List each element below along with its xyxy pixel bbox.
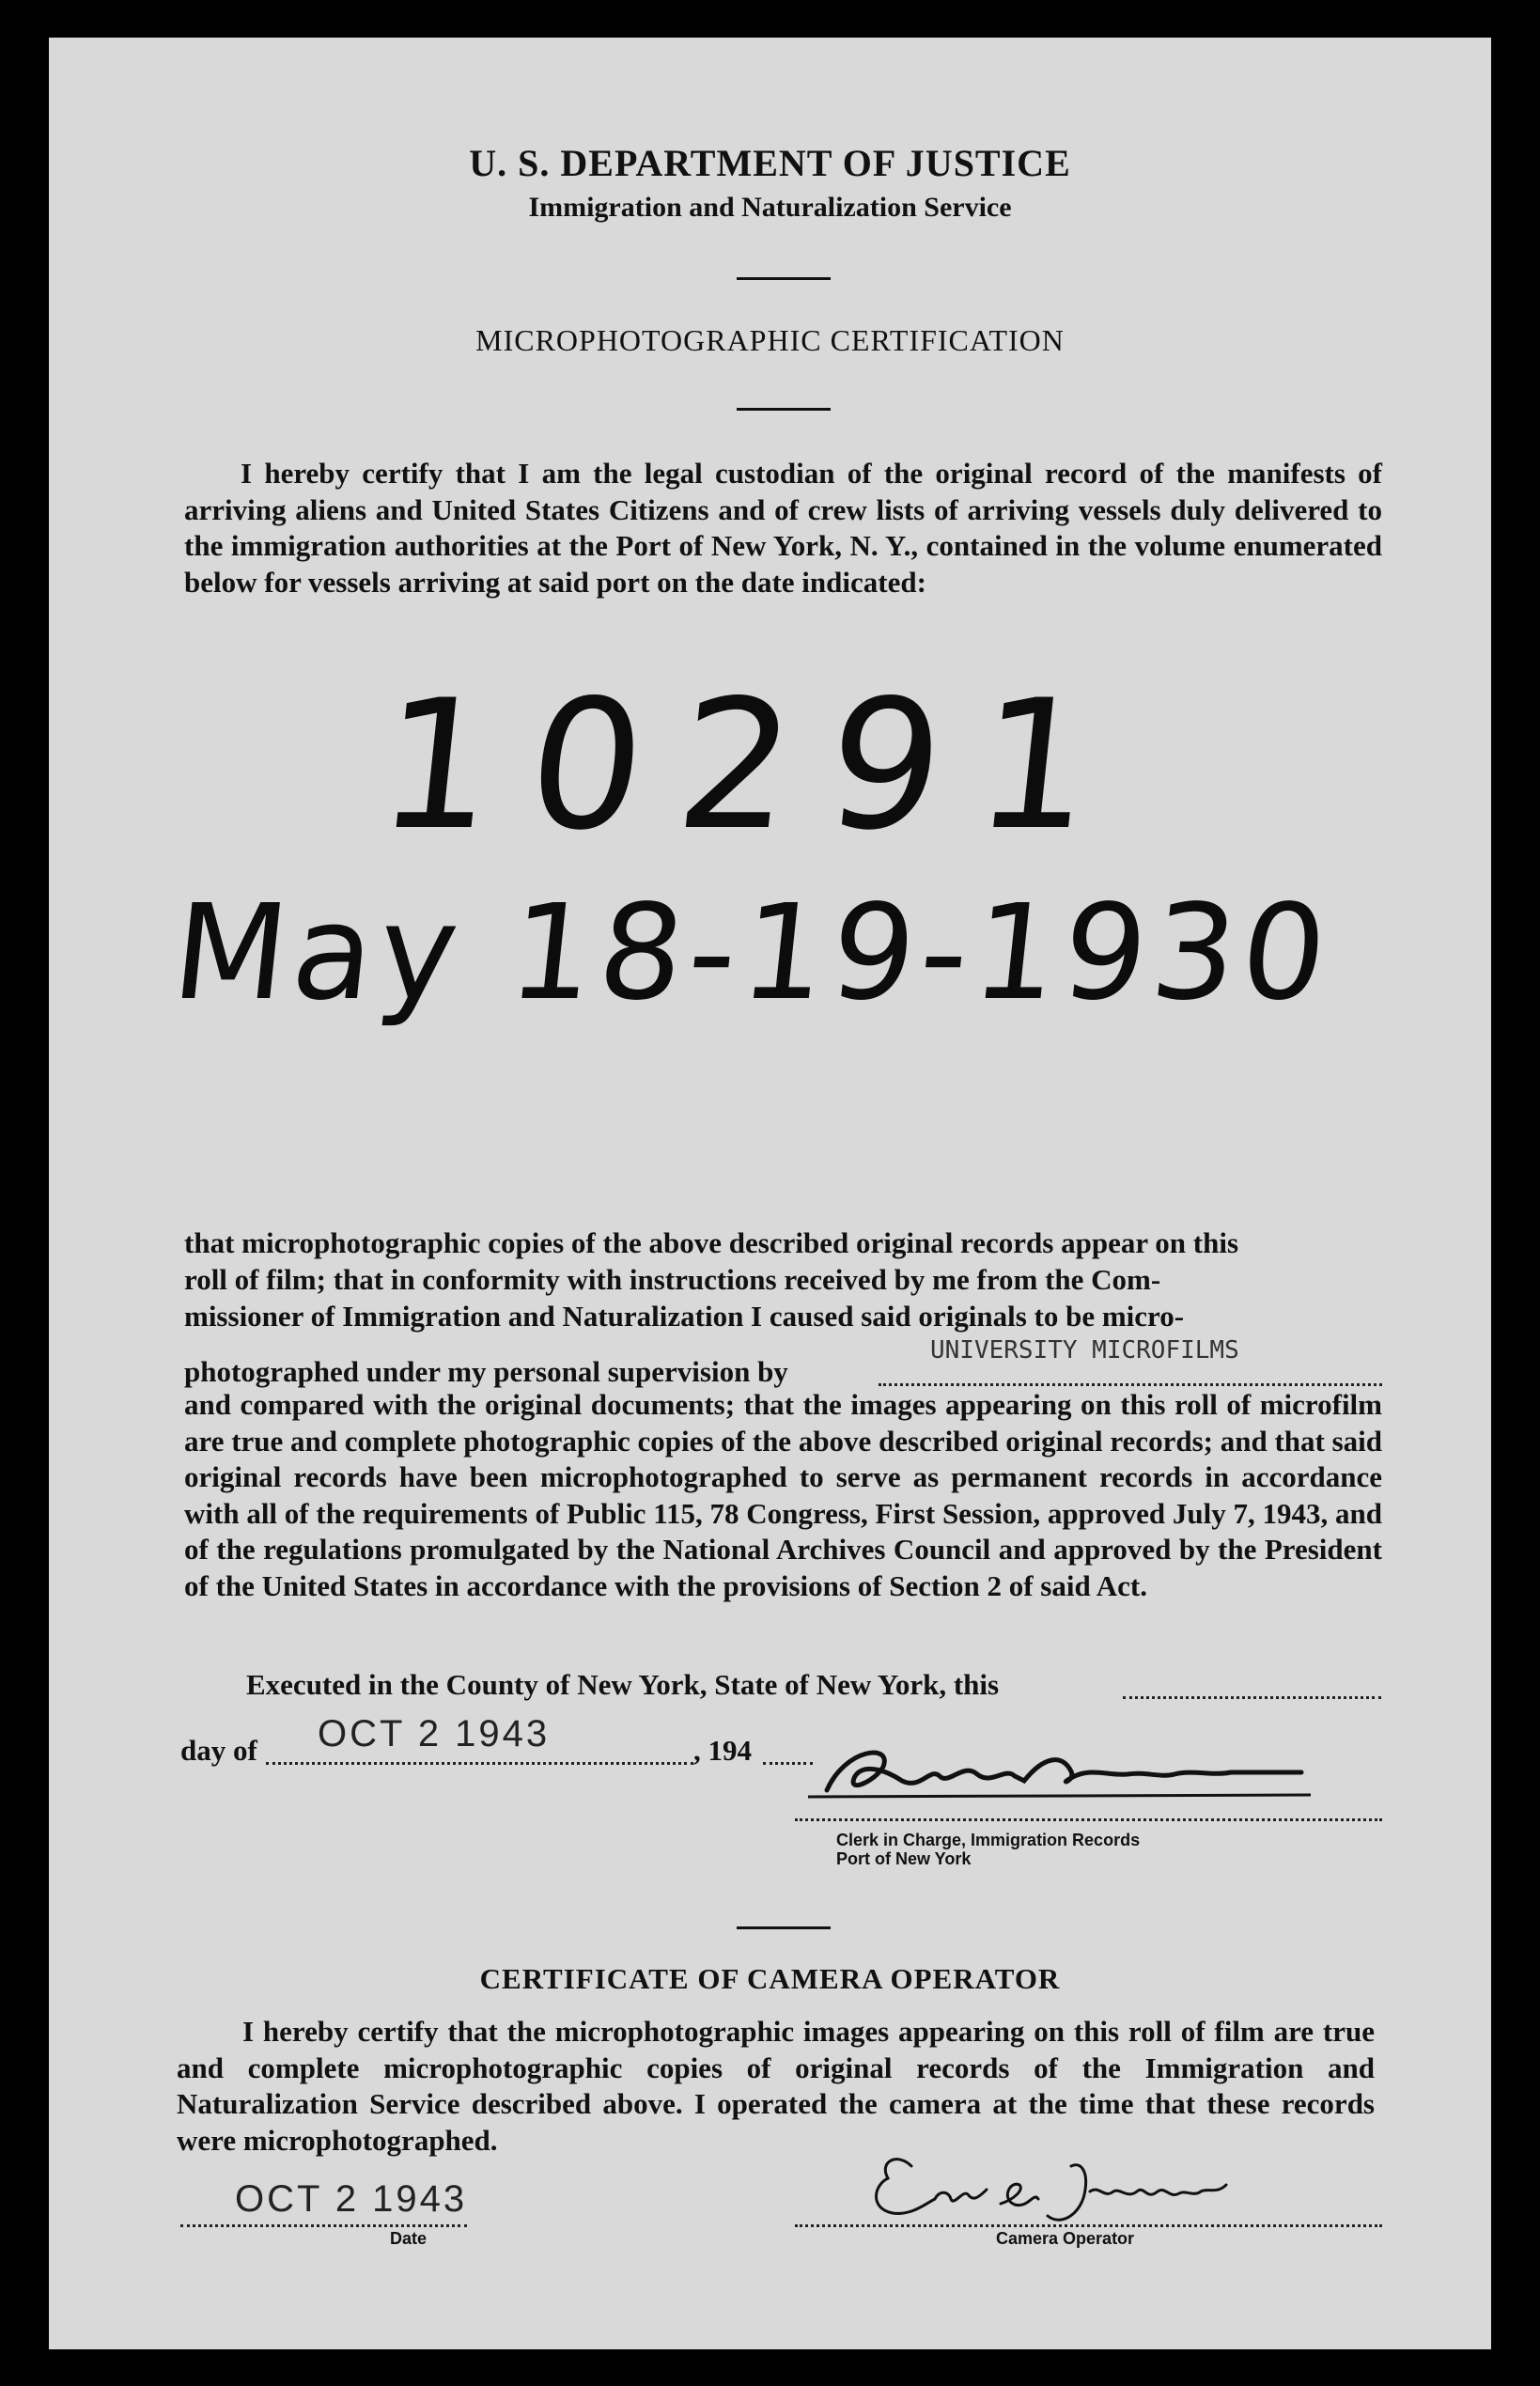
document-sheet	[49, 38, 1491, 2349]
day-of-label: day of	[180, 1734, 257, 1767]
service-subtitle: Immigration and Naturalization Service	[528, 192, 1012, 223]
day-dotted-line	[266, 1762, 693, 1765]
body-line-1: that microphotographic copies of the above described original records appear on this	[184, 1226, 1239, 1259]
handwritten-volume-number: 10291	[369, 662, 1139, 869]
clerk-signature-line	[795, 1818, 1382, 1821]
form-title: MICROPHOTOGRAPHIC CERTIFICATION	[475, 323, 1065, 357]
handwritten-dates: May 18-19-1930	[165, 877, 1340, 1030]
body-line-3: missioner of Immigration and Naturalization I caused said originals to be micro-	[184, 1300, 1185, 1333]
camera-certificate-heading: CERTIFICATE OF CAMERA OPERATOR	[479, 1962, 1061, 1995]
certification-intro: I hereby certify that I am the legal custodian of the original record of the manifests of arriving aliens and United States Citizens and of crew lists of arriving vessels duly delivered to the immigration authorities at the Port of New York, N. Y., contained in the volume enumerated below for vessels arriving at said port on the date indicated:	[184, 457, 1382, 599]
operator-signature-line	[795, 2224, 1382, 2227]
executed-text: Executed in the County of New York, State of New York, this	[246, 1668, 1000, 1701]
body-line-2: roll of film; that in conformity with instructions received by me from the Com-	[184, 1263, 1161, 1296]
operator-date-line	[180, 2224, 467, 2227]
execution-date-stamp: OCT 2 1943	[318, 1713, 551, 1754]
photographer-dotted-line	[879, 1383, 1382, 1386]
clerk-title-line-2: Port of New York	[836, 1849, 972, 1868]
section-divider	[737, 1926, 831, 1929]
body-paragraph-rest: and compared with the original documents; that the images appearing on this roll of microfilm are true and complete photographic copies of the above described original records; and that said original records have been microphotographed to serve as permanent records in accordance with all of the requirements of Public 115, 78 Congress, First Session, approved July 7, 1943, and of the regulations promulgated by the National Archives Council and approved by the President of the United States in accordance with the provisions of Section 2 of said Act.	[184, 1388, 1382, 1602]
operator-signature	[846, 2133, 1259, 2237]
clerk-signature	[789, 1739, 1315, 1814]
date-label: Date	[390, 2229, 428, 2248]
camera-certificate-text: I hereby certify that the microphotographic images appearing on this roll of film are true and complete microphotographic copies of original records of the Immigration and Naturalization Service described above. I operated the camera at the time that these records were microphotographed.	[177, 2015, 1375, 2157]
department-title: U. S. DEPARTMENT OF JUSTICE	[469, 142, 1071, 184]
photographer-stamp: UNIVERSITY MICROFILMS	[930, 1336, 1239, 1365]
operator-date-stamp: OCT 2 1943	[235, 2178, 468, 2220]
body-line-4: photographed under my personal supervision by	[184, 1355, 788, 1388]
camera-operator-label: Camera Operator	[996, 2229, 1135, 2248]
header-divider-top	[737, 277, 831, 280]
clerk-title-line-1: Clerk in Charge, Immigration Records	[836, 1831, 1141, 1849]
executed-dotted-line	[1123, 1696, 1381, 1699]
header-divider-bottom	[737, 408, 831, 411]
year-suffix: , 194	[693, 1734, 752, 1767]
